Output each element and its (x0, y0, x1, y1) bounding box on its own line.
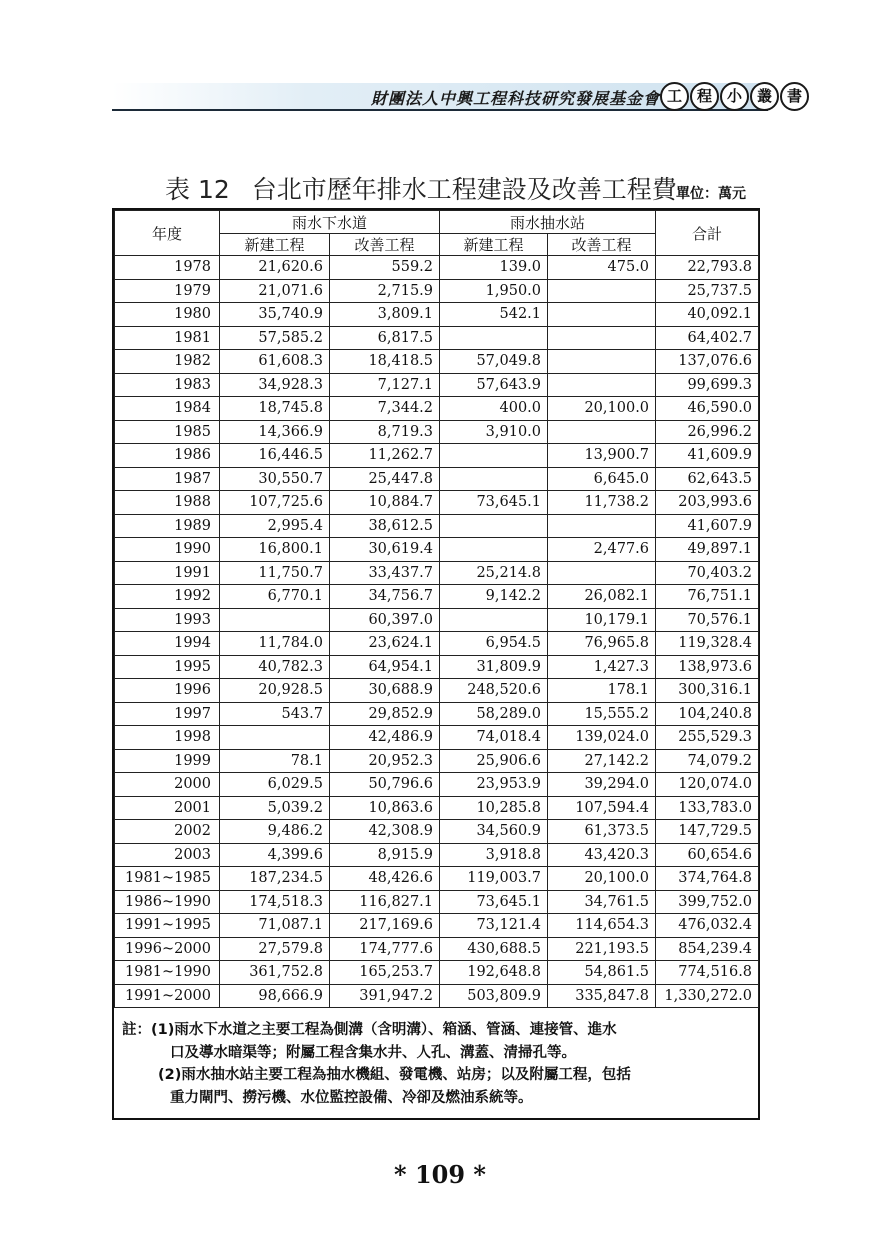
value-cell: 503,809.9 (440, 984, 548, 1008)
value-cell: 74,018.4 (440, 726, 548, 750)
value-cell: 34,756.7 (330, 585, 440, 609)
table-row (115, 561, 759, 585)
note-line: 註：(1)雨水下水道之主要工程為側溝（含明溝）、箱涵、管涵、連接管、進水 (122, 1022, 617, 1038)
year-cell: 1984 (115, 397, 220, 421)
value-cell: 6,029.5 (220, 773, 330, 797)
total-cell: 138,973.6 (656, 655, 759, 679)
value-cell: 73,645.1 (440, 890, 548, 914)
note-line: (2)雨水抽水站主要工程為抽水機組、發電機、站房；以及附屬工程，包括 (158, 1067, 631, 1083)
year-cell: 1981~1990 (115, 961, 220, 985)
value-cell: 27,579.8 (220, 937, 330, 961)
total-cell: 119,328.4 (656, 632, 759, 656)
value-cell (548, 279, 656, 303)
note-line: 重力閘門、撈污機、水位監控設備、冷卻及燃油系統等。 (170, 1089, 533, 1106)
value-cell: 4,399.6 (220, 843, 330, 867)
value-cell: 11,784.0 (220, 632, 330, 656)
total-cell: 49,897.1 (656, 538, 759, 562)
value-cell: 64,954.1 (330, 655, 440, 679)
cost-table (114, 210, 759, 1008)
value-cell: 61,373.5 (548, 820, 656, 844)
value-cell: 34,761.5 (548, 890, 656, 914)
unit-label: 單位：萬元 (676, 186, 746, 202)
value-cell: 18,418.5 (330, 350, 440, 374)
value-cell: 35,740.9 (220, 303, 330, 327)
table-row (115, 608, 759, 632)
value-cell: 192,648.8 (440, 961, 548, 985)
series-logo-char: 書 (780, 82, 809, 111)
value-cell: 43,420.3 (548, 843, 656, 867)
year-cell: 1987 (115, 467, 220, 491)
year-cell: 1996~2000 (115, 937, 220, 961)
table-row (115, 467, 759, 491)
value-cell: 57,585.2 (220, 326, 330, 350)
value-cell: 248,520.6 (440, 679, 548, 703)
total-cell: 46,590.0 (656, 397, 759, 421)
value-cell: 559.2 (330, 256, 440, 280)
value-cell: 107,594.4 (548, 796, 656, 820)
table-row (115, 726, 759, 750)
table-row (115, 914, 759, 938)
value-cell: 29,852.9 (330, 702, 440, 726)
total-cell: 22,793.8 (656, 256, 759, 280)
value-cell: 21,071.6 (220, 279, 330, 303)
sub-header: 改善工程 (548, 234, 656, 256)
value-cell: 60,397.0 (330, 608, 440, 632)
value-cell: 2,477.6 (548, 538, 656, 562)
value-cell: 11,738.2 (548, 491, 656, 515)
value-cell: 16,800.1 (220, 538, 330, 562)
value-cell (548, 561, 656, 585)
year-cell: 2003 (115, 843, 220, 867)
value-cell: 2,995.4 (220, 514, 330, 538)
group-header-sewer: 雨水下水道 (220, 211, 440, 234)
table-row (115, 984, 759, 1008)
year-cell: 1991~1995 (115, 914, 220, 938)
total-cell: 60,654.6 (656, 843, 759, 867)
year-cell: 1981 (115, 326, 220, 350)
table-row (115, 655, 759, 679)
total-cell: 74,079.2 (656, 749, 759, 773)
value-cell: 217,169.6 (330, 914, 440, 938)
value-cell (440, 467, 548, 491)
table-title-text: 台北市歷年排水工程建設及改善工程費 (251, 175, 677, 204)
table-frame (112, 208, 760, 1120)
value-cell: 23,953.9 (440, 773, 548, 797)
value-cell: 116,827.1 (330, 890, 440, 914)
year-cell: 2001 (115, 796, 220, 820)
value-cell: 21,620.6 (220, 256, 330, 280)
table-row (115, 749, 759, 773)
value-cell: 3,918.8 (440, 843, 548, 867)
value-cell: 3,809.1 (330, 303, 440, 327)
table-row (115, 491, 759, 515)
value-cell: 31,809.9 (440, 655, 548, 679)
year-cell: 1999 (115, 749, 220, 773)
value-cell: 23,624.1 (330, 632, 440, 656)
value-cell: 25,447.8 (330, 467, 440, 491)
total-cell: 774,516.8 (656, 961, 759, 985)
year-cell: 1992 (115, 585, 220, 609)
value-cell: 48,426.6 (330, 867, 440, 891)
value-cell: 10,884.7 (330, 491, 440, 515)
year-cell: 1982 (115, 350, 220, 374)
total-cell: 300,316.1 (656, 679, 759, 703)
year-cell: 1994 (115, 632, 220, 656)
total-header: 合計 (656, 211, 759, 256)
year-cell: 1979 (115, 279, 220, 303)
table-row (115, 256, 759, 280)
year-cell: 1990 (115, 538, 220, 562)
value-cell: 430,688.5 (440, 937, 548, 961)
value-cell: 71,087.1 (220, 914, 330, 938)
series-logo-char: 工 (660, 82, 689, 111)
table-row (115, 585, 759, 609)
series-logo-char: 程 (690, 82, 719, 111)
value-cell: 543.7 (220, 702, 330, 726)
value-cell: 14,366.9 (220, 420, 330, 444)
value-cell (548, 420, 656, 444)
value-cell: 174,518.3 (220, 890, 330, 914)
value-cell: 34,928.3 (220, 373, 330, 397)
value-cell: 9,142.2 (440, 585, 548, 609)
value-cell: 9,486.2 (220, 820, 330, 844)
table-body (115, 256, 759, 1008)
table-row (115, 937, 759, 961)
value-cell: 11,750.7 (220, 561, 330, 585)
value-cell: 475.0 (548, 256, 656, 280)
year-cell: 1991 (115, 561, 220, 585)
value-cell (440, 444, 548, 468)
year-cell: 1986 (115, 444, 220, 468)
value-cell: 40,782.3 (220, 655, 330, 679)
year-cell: 1983 (115, 373, 220, 397)
year-cell: 1993 (115, 608, 220, 632)
value-cell (440, 538, 548, 562)
total-cell: 70,576.1 (656, 608, 759, 632)
total-cell: 104,240.8 (656, 702, 759, 726)
total-cell: 120,074.0 (656, 773, 759, 797)
value-cell: 361,752.8 (220, 961, 330, 985)
value-cell: 30,550.7 (220, 467, 330, 491)
total-cell: 203,993.6 (656, 491, 759, 515)
year-cell: 1991~2000 (115, 984, 220, 1008)
sub-header: 新建工程 (220, 234, 330, 256)
total-cell: 374,764.8 (656, 867, 759, 891)
value-cell: 335,847.8 (548, 984, 656, 1008)
total-cell: 854,239.4 (656, 937, 759, 961)
value-cell: 3,910.0 (440, 420, 548, 444)
year-cell: 1988 (115, 491, 220, 515)
value-cell: 187,234.5 (220, 867, 330, 891)
total-cell: 41,609.9 (656, 444, 759, 468)
value-cell: 73,645.1 (440, 491, 548, 515)
value-cell: 10,285.8 (440, 796, 548, 820)
table-row (115, 420, 759, 444)
value-cell: 221,193.5 (548, 937, 656, 961)
series-logo-char: 小 (720, 82, 749, 111)
total-cell: 255,529.3 (656, 726, 759, 750)
total-cell: 76,751.1 (656, 585, 759, 609)
value-cell: 1,950.0 (440, 279, 548, 303)
value-cell: 8,719.3 (330, 420, 440, 444)
value-cell: 2,715.9 (330, 279, 440, 303)
table-title (165, 170, 677, 206)
value-cell: 400.0 (440, 397, 548, 421)
value-cell: 6,645.0 (548, 467, 656, 491)
value-cell: 20,928.5 (220, 679, 330, 703)
table-row (115, 279, 759, 303)
value-cell: 42,308.9 (330, 820, 440, 844)
year-cell: 1978 (115, 256, 220, 280)
value-cell (548, 373, 656, 397)
table-row (115, 890, 759, 914)
value-cell: 20,100.0 (548, 867, 656, 891)
value-cell: 61,608.3 (220, 350, 330, 374)
value-cell: 10,863.6 (330, 796, 440, 820)
value-cell (548, 350, 656, 374)
value-cell: 174,777.6 (330, 937, 440, 961)
value-cell (220, 726, 330, 750)
total-cell: 26,996.2 (656, 420, 759, 444)
value-cell: 57,049.8 (440, 350, 548, 374)
value-cell: 15,555.2 (548, 702, 656, 726)
total-cell: 41,607.9 (656, 514, 759, 538)
table-row (115, 632, 759, 656)
year-cell: 1989 (115, 514, 220, 538)
value-cell: 98,666.9 (220, 984, 330, 1008)
value-cell (220, 608, 330, 632)
table-row (115, 679, 759, 703)
value-cell: 58,289.0 (440, 702, 548, 726)
value-cell: 20,100.0 (548, 397, 656, 421)
table-row (115, 773, 759, 797)
table-row (115, 303, 759, 327)
value-cell: 78.1 (220, 749, 330, 773)
value-cell: 6,954.5 (440, 632, 548, 656)
note-line: 口及導水暗渠等；附屬工程含集水井、人孔、溝蓋、清掃孔等。 (170, 1044, 576, 1061)
year-cell: 1997 (115, 702, 220, 726)
value-cell: 42,486.9 (330, 726, 440, 750)
table-row (115, 538, 759, 562)
year-cell: 1996 (115, 679, 220, 703)
value-cell: 114,654.3 (548, 914, 656, 938)
value-cell (440, 514, 548, 538)
table-row (115, 796, 759, 820)
value-cell: 542.1 (440, 303, 548, 327)
year-header: 年度 (115, 211, 220, 256)
total-cell: 133,783.0 (656, 796, 759, 820)
sub-header: 新建工程 (440, 234, 548, 256)
table-row (115, 961, 759, 985)
page-number: * 109 * (394, 1160, 486, 1189)
total-cell: 99,699.3 (656, 373, 759, 397)
value-cell: 13,900.7 (548, 444, 656, 468)
value-cell: 16,446.5 (220, 444, 330, 468)
table-row (115, 702, 759, 726)
value-cell: 38,612.5 (330, 514, 440, 538)
value-cell: 57,643.9 (440, 373, 548, 397)
total-cell: 25,737.5 (656, 279, 759, 303)
value-cell: 1,427.3 (548, 655, 656, 679)
value-cell (440, 608, 548, 632)
value-cell (548, 326, 656, 350)
year-cell: 1980 (115, 303, 220, 327)
value-cell: 6,770.1 (220, 585, 330, 609)
year-cell: 1998 (115, 726, 220, 750)
value-cell (440, 326, 548, 350)
value-cell: 30,619.4 (330, 538, 440, 562)
table-row (115, 373, 759, 397)
value-cell: 139,024.0 (548, 726, 656, 750)
value-cell: 34,560.9 (440, 820, 548, 844)
value-cell: 20,952.3 (330, 749, 440, 773)
value-cell: 7,127.1 (330, 373, 440, 397)
value-cell: 27,142.2 (548, 749, 656, 773)
year-cell: 2002 (115, 820, 220, 844)
year-cell: 1985 (115, 420, 220, 444)
publisher-name: 財團法人中興工程科技研究發展基金會 (370, 89, 660, 108)
value-cell: 7,344.2 (330, 397, 440, 421)
table-number: 表 12 (165, 175, 230, 204)
sub-header: 改善工程 (330, 234, 440, 256)
year-cell: 1995 (115, 655, 220, 679)
value-cell: 6,817.5 (330, 326, 440, 350)
value-cell: 139.0 (440, 256, 548, 280)
value-cell: 25,214.8 (440, 561, 548, 585)
total-cell: 40,092.1 (656, 303, 759, 327)
value-cell (548, 514, 656, 538)
total-cell: 147,729.5 (656, 820, 759, 844)
value-cell: 178.1 (548, 679, 656, 703)
total-cell: 1,330,272.0 (656, 984, 759, 1008)
value-cell: 391,947.2 (330, 984, 440, 1008)
total-cell: 64,402.7 (656, 326, 759, 350)
total-cell: 70,403.2 (656, 561, 759, 585)
value-cell: 25,906.6 (440, 749, 548, 773)
year-cell: 1981~1985 (115, 867, 220, 891)
value-cell: 50,796.6 (330, 773, 440, 797)
series-logo-char: 叢 (750, 82, 779, 111)
year-cell: 1986~1990 (115, 890, 220, 914)
value-cell: 30,688.9 (330, 679, 440, 703)
value-cell: 119,003.7 (440, 867, 548, 891)
value-cell: 39,294.0 (548, 773, 656, 797)
value-cell: 107,725.6 (220, 491, 330, 515)
table-row (115, 326, 759, 350)
group-header-pump: 雨水抽水站 (440, 211, 656, 234)
table-row (115, 444, 759, 468)
total-cell: 399,752.0 (656, 890, 759, 914)
value-cell: 8,915.9 (330, 843, 440, 867)
total-cell: 137,076.6 (656, 350, 759, 374)
table-row (115, 867, 759, 891)
value-cell: 10,179.1 (548, 608, 656, 632)
table-row (115, 843, 759, 867)
table-row (115, 514, 759, 538)
value-cell: 5,039.2 (220, 796, 330, 820)
year-cell: 2000 (115, 773, 220, 797)
value-cell: 76,965.8 (548, 632, 656, 656)
value-cell: 73,121.4 (440, 914, 548, 938)
value-cell: 26,082.1 (548, 585, 656, 609)
total-cell: 476,032.4 (656, 914, 759, 938)
table-notes (114, 1019, 758, 1109)
value-cell: 54,861.5 (548, 961, 656, 985)
series-logo (660, 82, 809, 111)
value-cell: 18,745.8 (220, 397, 330, 421)
value-cell (548, 303, 656, 327)
value-cell: 11,262.7 (330, 444, 440, 468)
table-row (115, 820, 759, 844)
total-cell: 62,643.5 (656, 467, 759, 491)
table-row (115, 350, 759, 374)
value-cell: 33,437.7 (330, 561, 440, 585)
value-cell: 165,253.7 (330, 961, 440, 985)
table-row (115, 397, 759, 421)
